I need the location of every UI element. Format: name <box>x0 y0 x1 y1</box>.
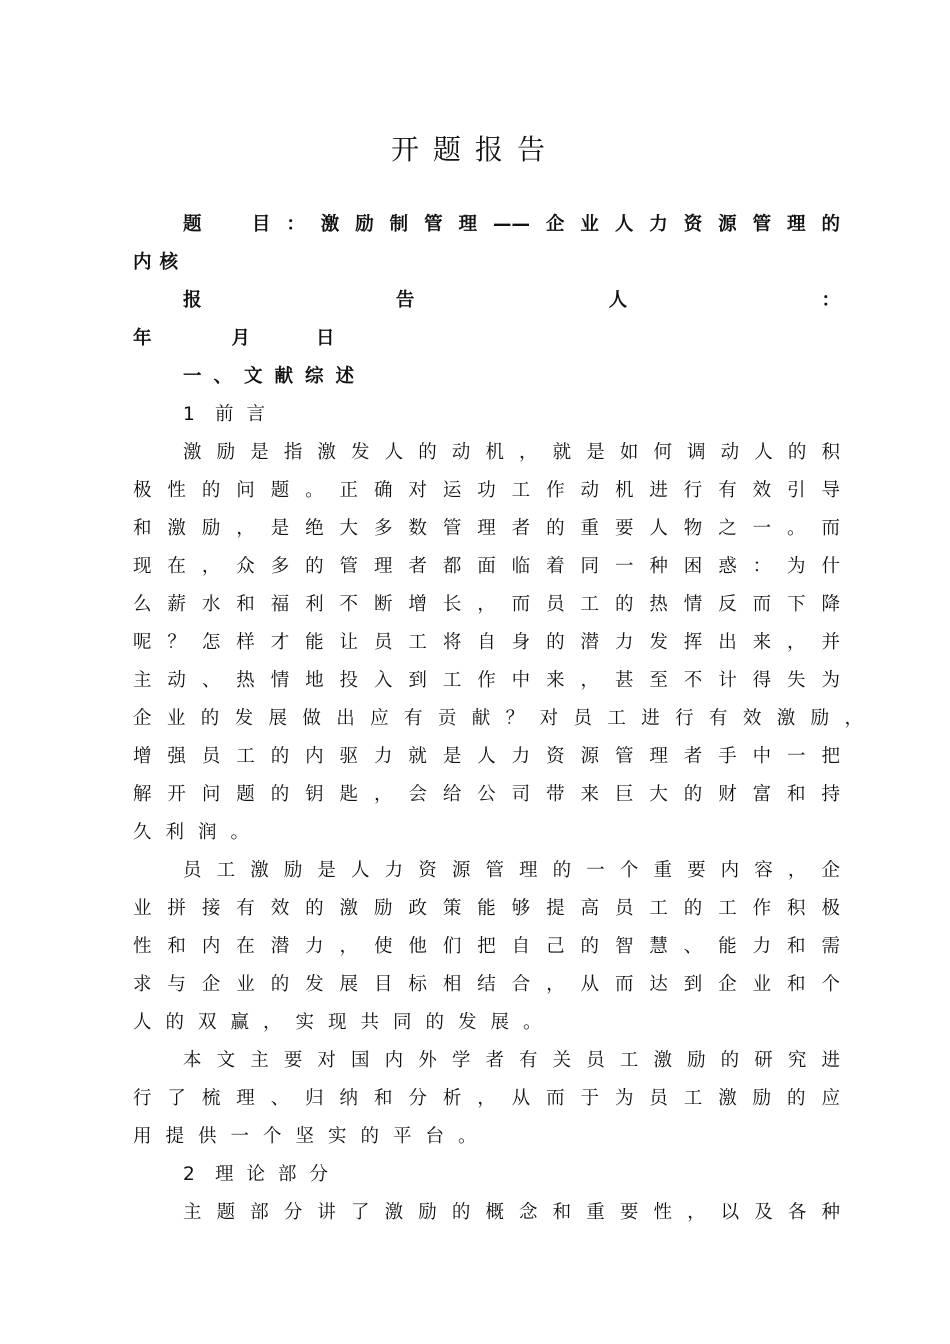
paragraph-line: 解开问题的钥匙，会给公司带来巨大的财富和持 <box>133 784 840 805</box>
subsection-number: 2 <box>183 1164 195 1185</box>
date-year: 年 <box>133 328 152 349</box>
topic-line-continued: 内核 <box>133 252 187 273</box>
paragraph-line: 用提供一个坚实的平台。 <box>133 1126 491 1147</box>
paragraph-line: 员工激励是人力资源管理的一个重要内容，企 <box>183 860 840 881</box>
reporter-line: 报告人： <box>183 290 840 311</box>
paragraph-line: 和激励，是绝大多数管理者的重要人物之一。而 <box>133 518 840 539</box>
paragraph-line: 求与企业的发展目标相结合，从而达到企业和个 <box>133 974 840 995</box>
subsection-title: 前言 <box>215 404 279 425</box>
subsection-heading <box>183 398 840 432</box>
date-day: 日 <box>316 328 335 349</box>
paragraph-line: 业拼接有效的激励政策能够提高员工的工作积极 <box>133 898 840 919</box>
document-title: 开题报告 <box>390 133 559 166</box>
topic-line: 题 目：激励制管理——企业人力资源管理的 <box>183 214 840 235</box>
date-line <box>133 322 840 356</box>
paragraph-line: 现在，众多的管理者都面临着同一种困惑：为什 <box>133 556 840 577</box>
paragraph-line: 本文主要对国内外学者有关员工激励的研究进 <box>183 1050 840 1071</box>
section-heading: 一、文献综述 <box>183 366 367 387</box>
paragraph-line: 企业的发展做出应有贡献？对员工进行有效激励， <box>133 708 863 729</box>
paragraph-line: 人的双赢，实现共同的发展。 <box>133 1012 556 1033</box>
paragraph-line: 么薪水和福利不断增长，而员工的热情反而下降 <box>133 594 840 615</box>
subsection-number: 1 <box>183 404 195 425</box>
subsection-heading <box>183 1158 840 1192</box>
paragraph-line: 增强员工的内驱力就是人力资源管理者手中一把 <box>133 746 840 767</box>
subsection-title: 理论部分 <box>215 1164 342 1185</box>
paragraph-line: 行了梳理、归纳和分析，从而于为员工激励的应 <box>133 1088 840 1109</box>
paragraph-line: 极性的问题。正确对运功工作动机进行有效引导 <box>133 480 840 501</box>
paragraph-line: 主题部分讲了激励的概念和重要性，以及各种 <box>183 1202 840 1223</box>
date-month: 月 <box>231 328 251 349</box>
paragraph-line: 性和内在潜力，使他们把自己的智慧、能力和需 <box>133 936 840 957</box>
paragraph-line: 呢？怎样才能让员工将自身的潜力发挥出来，并 <box>133 632 840 653</box>
paragraph-line: 久利润。 <box>133 822 264 843</box>
paragraph-line: 激励是指激发人的动机，就是如何调动人的积 <box>183 442 840 463</box>
paragraph-line: 主动、热情地投入到工作中来，甚至不计得失为 <box>133 670 840 691</box>
